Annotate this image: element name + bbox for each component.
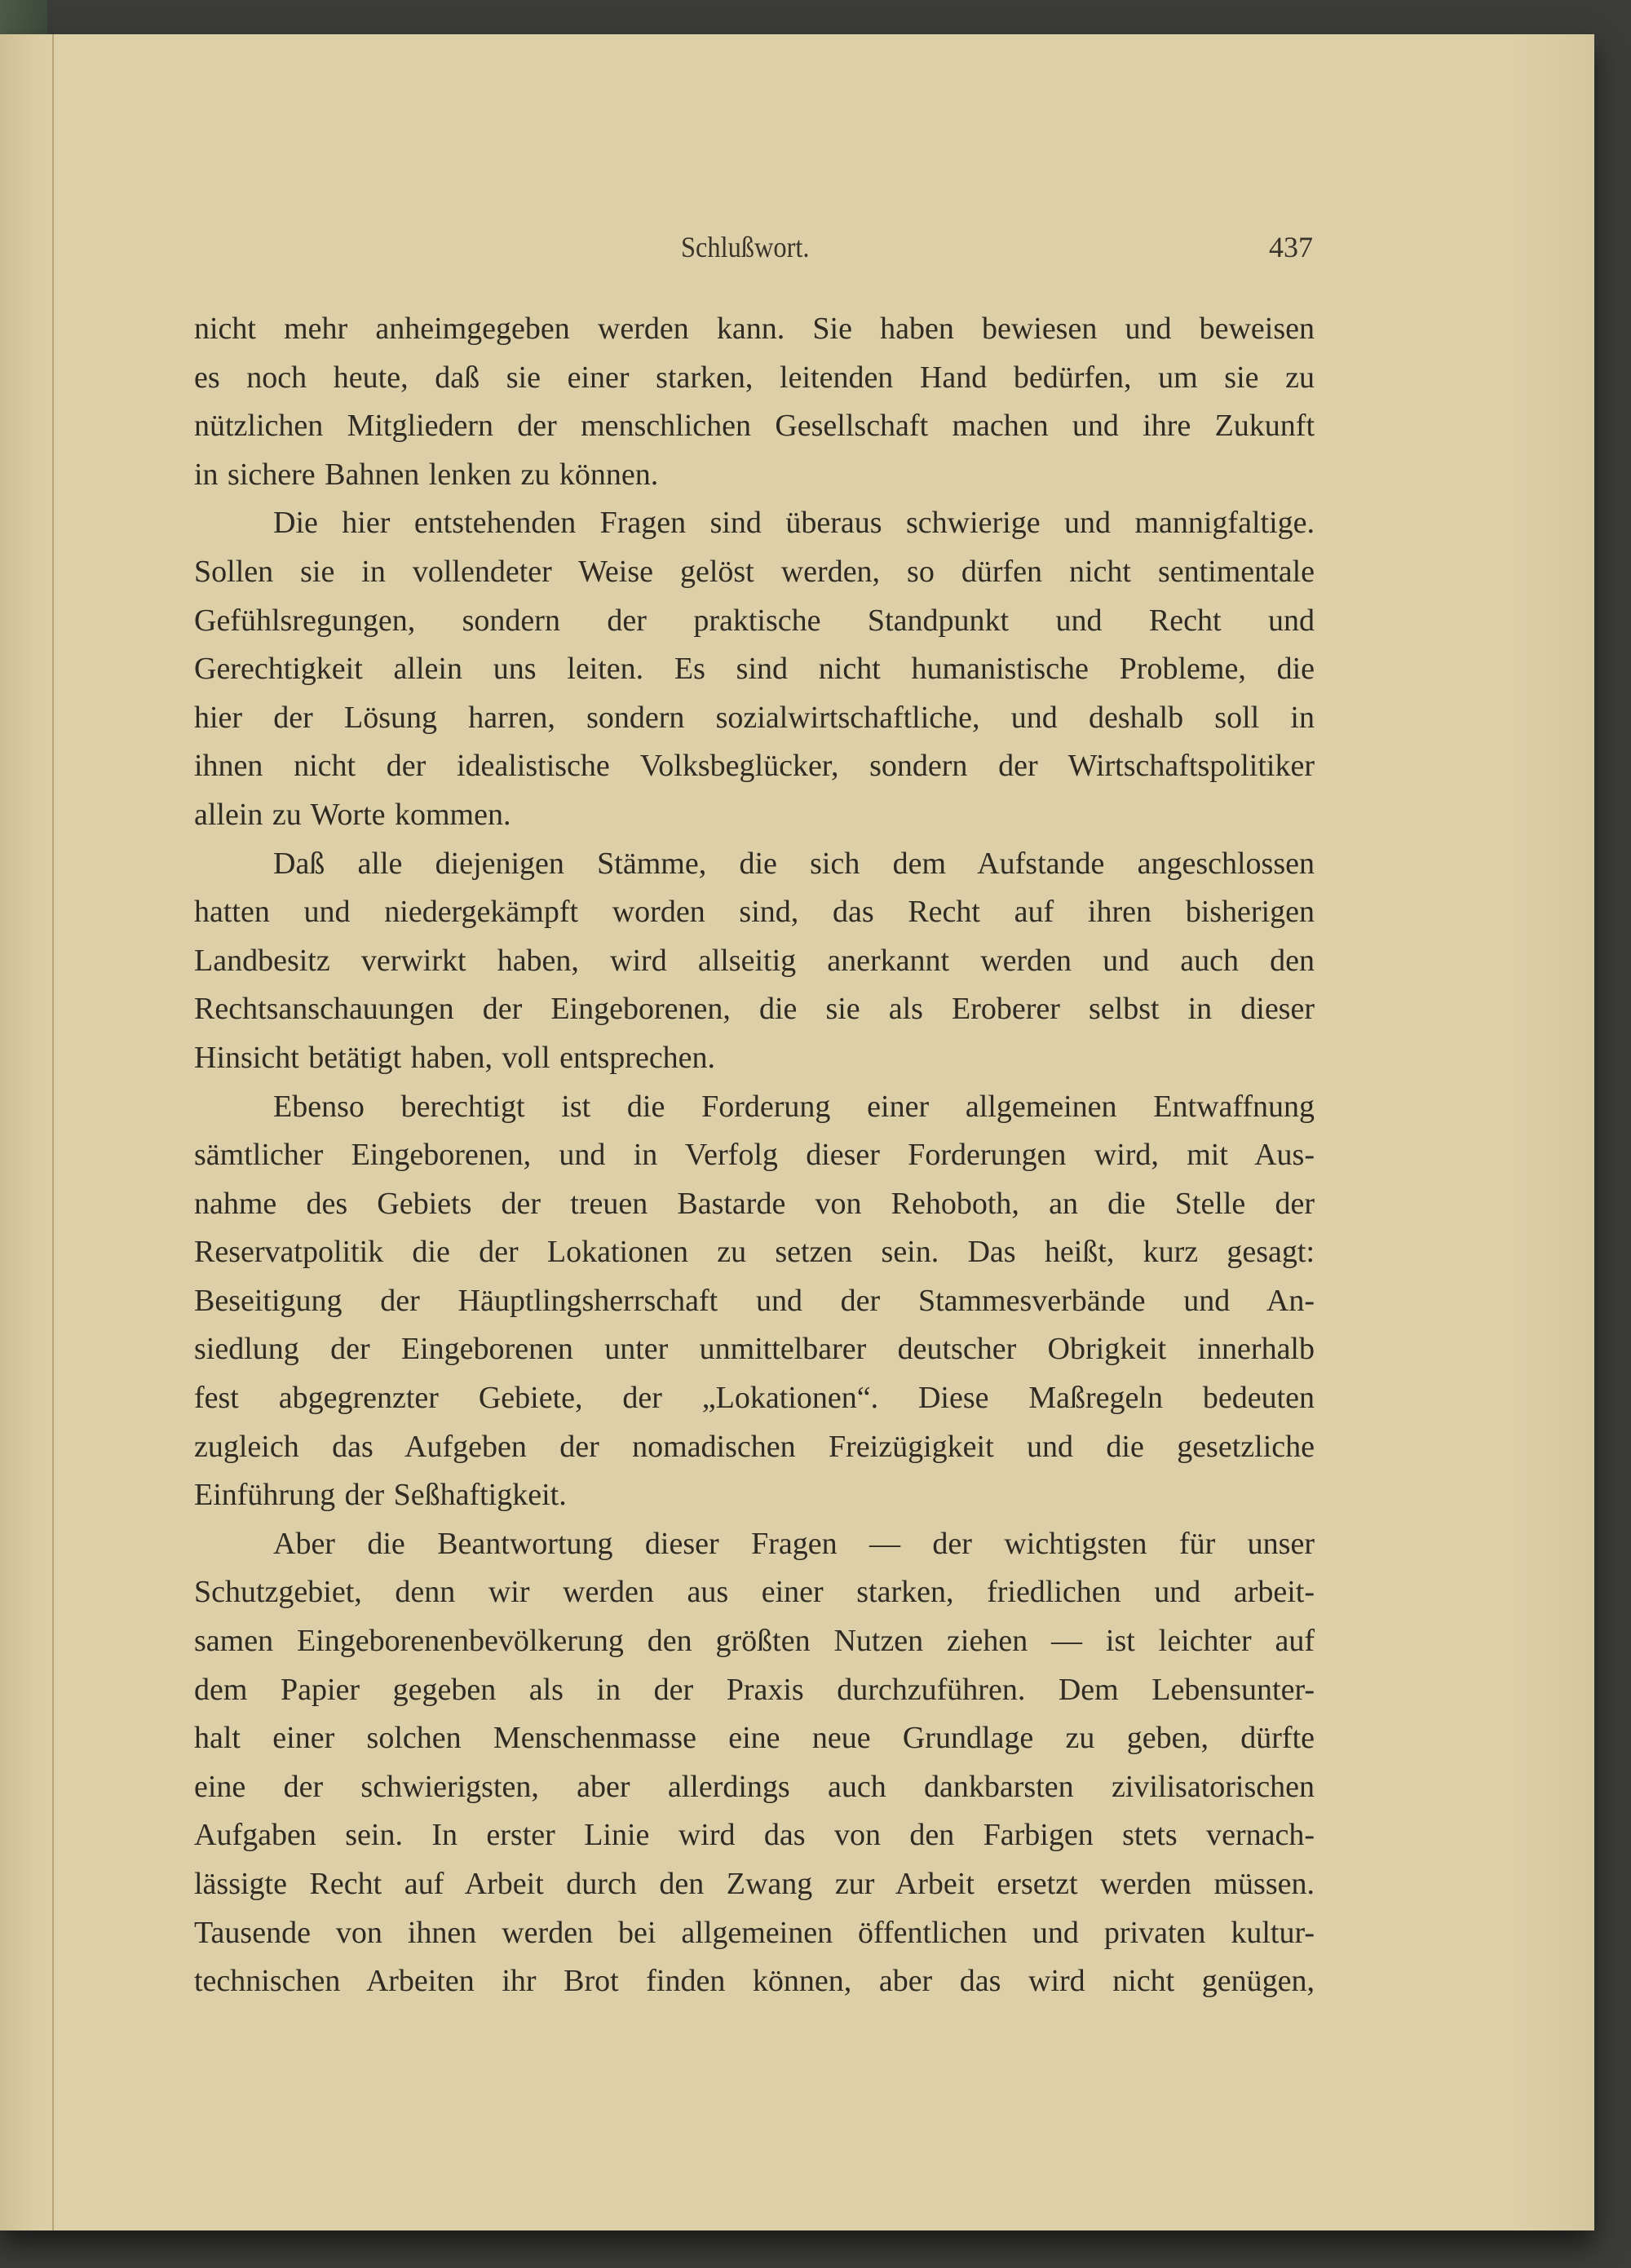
text-line-content: lässigte Recht auf Arbeit durch den Zwang zur Arbeit ersetzt werden müssen. [194, 1867, 1315, 1901]
text-line-content: Rechtsanschauungen der Eingeborenen, die sie als Eroberer selbst in dieser [194, 992, 1315, 1027]
text-line [194, 1815, 1315, 1863]
text-line-content: Beseitigung der Häuptlingsherrschaft und der Stammesverbände und An- [194, 1283, 1315, 1318]
text-line-content: in sichere Bahnen lenken zu können. [194, 457, 659, 492]
text-line-content: zugleich das Aufgeben der nomadischen Freizügigkeit und die gesetzliche [194, 1429, 1315, 1464]
text-line [194, 1231, 1315, 1280]
text-line [194, 1086, 1315, 1135]
text-line [194, 1134, 1315, 1183]
text-line-content: Aufgaben sein. In erster Linie wird das von den Farbigen stets vernach- [194, 1818, 1315, 1853]
text-line [194, 988, 1315, 1037]
text-line-content: es noch heute, daß sie einer starken, leitenden Hand bedürfen, um sie zu [194, 360, 1315, 395]
text-line-content: hatten und niedergekämpft worden sind, das Recht auf ihren bisherigen [194, 895, 1315, 930]
text-line [194, 1961, 1315, 2009]
text-line-content: halt einer solchen Menschenmasse eine neue Grundlage zu geben, dürfte [194, 1721, 1315, 1756]
text-line-content: Gefühlsregungen, sondern der praktische Standpunkt und Recht und [194, 603, 1315, 638]
text-line [194, 551, 1315, 600]
text-line-content: nicht mehr anheimgegeben werden kann. Sie haben bewiesen und beweisen [194, 312, 1315, 346]
text-line [194, 1523, 1315, 1572]
text-line [194, 794, 1315, 843]
text-line [194, 891, 1315, 940]
text-line [194, 1572, 1315, 1620]
text-line-content: Schutzgebiet, denn wir werden aus einer starken, friedlichen und arbeit- [194, 1575, 1315, 1610]
text-line [194, 1329, 1315, 1377]
text-line [194, 502, 1315, 551]
text-line [194, 1474, 1315, 1523]
text-line-content: ihnen nicht der idealistische Volksbeglücker, sondern der Wirtschaftspolitiker [194, 749, 1315, 784]
text-line-content: Ebenso berechtigt ist die Forderung einer allgemeinen Entwaffnung [273, 1089, 1315, 1124]
text-line [194, 1718, 1315, 1766]
text-line [194, 357, 1315, 406]
text-line [194, 1912, 1315, 1961]
text-line [194, 843, 1315, 892]
text-line-content: eine der schwierigsten, aber allerdings auch dankbarsten zivilisatorischen [194, 1769, 1315, 1804]
text-line-content: fest abgegrenzter Gebiete, der „Lokationen“. Diese Maßregeln bedeuten [194, 1381, 1315, 1416]
text-line [194, 405, 1315, 454]
text-line [194, 648, 1315, 697]
text-line-content: Hinsicht betätigt haben, voll entsprechen. [194, 1040, 716, 1075]
text-line-content: Sollen sie in vollendeter Weise gelöst werden, so dürfen nicht sentimentale [194, 554, 1315, 589]
text-line [194, 1669, 1315, 1718]
text-line [194, 600, 1315, 649]
text-line-content: nützlichen Mitgliedern der menschlichen Gesellschaft machen und ihre Zukunft [194, 409, 1315, 444]
running-title: Schlußwort. [681, 231, 810, 263]
text-line [194, 1863, 1315, 1912]
body-text [194, 308, 1315, 2009]
text-line-content: Aber die Beantwortung dieser Fragen — der wichtigsten für unser [273, 1526, 1315, 1561]
text-line-content: Daß alle diejenigen Stämme, die sich dem Aufstande angeschlossen [273, 846, 1315, 881]
text-line [194, 1426, 1315, 1475]
text-line-content: allein zu Worte kommen. [194, 797, 511, 832]
book-binding [0, 0, 47, 39]
text-line-content: siedlung der Eingeborenen unter unmittelbarer deutscher Obrigkeit innerhalb [194, 1332, 1315, 1367]
text-line-content: Landbesitz verwirkt haben, wird allseitig anerkannt werden und auch den [194, 943, 1315, 978]
text-line [194, 697, 1315, 746]
text-line [194, 940, 1315, 989]
text-line-content: technischen Arbeiten ihr Brot finden können, aber das wird nicht genügen, [194, 1964, 1315, 1999]
text-line-content: sämtlicher Eingeborenen, und in Verfolg dieser Forderungen wird, mit Aus- [194, 1138, 1315, 1173]
text-line [194, 1377, 1315, 1426]
text-line [194, 1280, 1315, 1329]
text-line [194, 454, 1315, 503]
text-line-content: Die hier entstehenden Fragen sind überaus schwierige und mannigfaltige. [273, 506, 1315, 541]
page-number: 437 [1269, 231, 1313, 263]
text-line [194, 1766, 1315, 1815]
text-line [194, 1183, 1315, 1232]
text-line-content: samen Eingeborenenbevölkerung den größten Nutzen ziehen — ist leichter auf [194, 1624, 1315, 1659]
text-line-content: Tausende von ihnen werden bei allgemeinen öffentlichen und privaten kultur- [194, 1915, 1315, 1950]
text-line [194, 308, 1315, 357]
text-line-content: hier der Lösung harren, sondern sozialwirtschaftliche, und deshalb soll in [194, 700, 1315, 735]
page-gutter [52, 34, 54, 2230]
text-line-content: Einführung der Seßhaftigkeit. [194, 1478, 567, 1513]
text-line-content: Reservatpolitik die der Lokationen zu setzen sein. Das heißt, kurz gesagt: [194, 1235, 1315, 1270]
text-line-content: nahme des Gebiets der treuen Bastarde von Rehoboth, an die Stelle der [194, 1186, 1315, 1221]
text-line [194, 745, 1315, 794]
text-line-content: dem Papier gegeben als in der Praxis durchzuführen. Dem Lebensunter- [194, 1672, 1315, 1707]
text-line [194, 1620, 1315, 1669]
text-line [194, 1037, 1315, 1086]
text-line-content: Gerechtigkeit allein uns leiten. Es sind nicht humanistische Probleme, die [194, 652, 1315, 687]
